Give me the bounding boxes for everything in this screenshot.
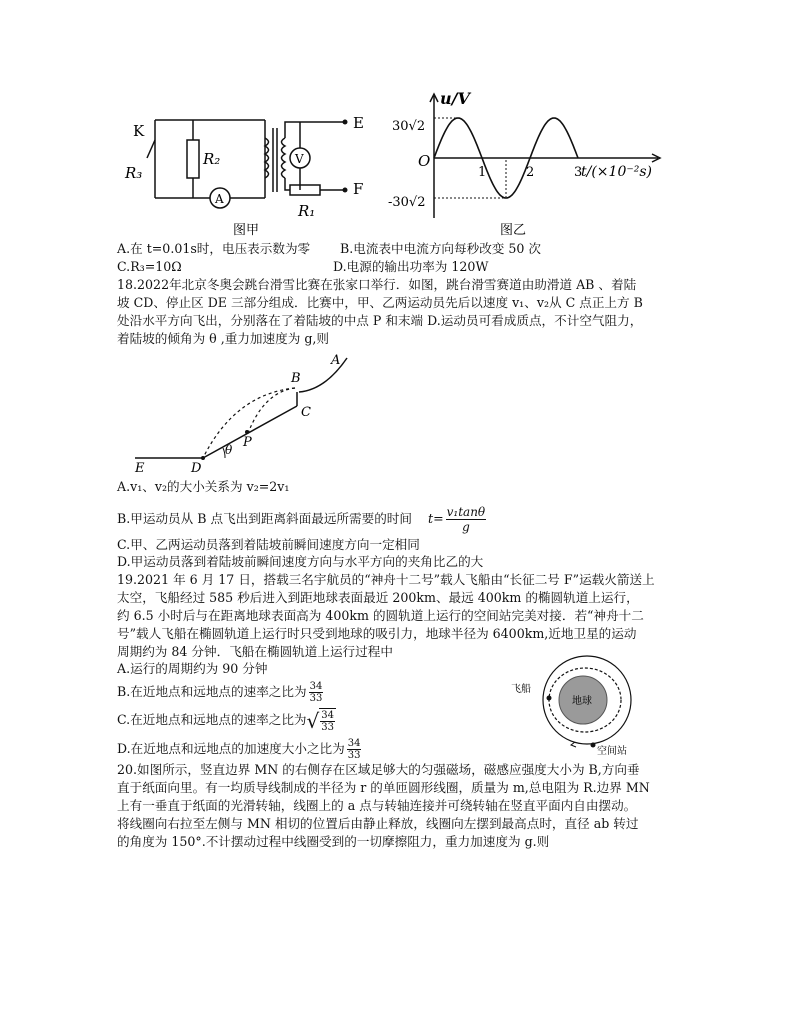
q18-option-b-t: t= — [428, 511, 444, 526]
ski-jump-figure — [125, 352, 365, 474]
label-ammeter: A — [215, 192, 224, 206]
dash-trough — [434, 158, 506, 198]
x-tick-2: 2 — [526, 165, 535, 180]
q19-option-d-fraction — [347, 738, 362, 761]
origin-label: O — [418, 152, 431, 170]
label-e: E — [135, 461, 145, 474]
fraction-denominator: 33 — [347, 750, 361, 761]
caption-yi: 图乙 — [500, 223, 527, 238]
q19-option-c — [117, 708, 336, 733]
q19-option-d-text: D.在近地点和远地点的加速度大小之比为 — [117, 741, 345, 756]
q20-stem-line-5: 的角度为 150°.不计摆动过程中线圈受到的一切摩擦阻力，重力加速度为 g.则 — [117, 834, 550, 849]
label-r1: R₁ — [298, 202, 316, 220]
label-a: A — [331, 353, 341, 368]
fraction-denominator: 33 — [321, 722, 334, 733]
trajectory-p — [247, 388, 295, 436]
q17-option-c: C.R₃=10Ω — [117, 259, 182, 274]
q17-option-d: D.电源的输出功率为 120W — [333, 259, 489, 274]
q19-option-b — [117, 681, 325, 704]
label-ship: 飞船 — [511, 684, 531, 695]
q20-stem-line-3: 上有一垂直于纸面的光滑转轴，线圈上的 a 点与转轴连接并可绕转轴在竖直平面内自由摆动。 — [117, 798, 637, 813]
y-axis-label: u/V — [440, 89, 470, 108]
q19-option-c-sqrt: √ $\frac{34}{33}$ — [306, 708, 334, 733]
x-tick-3: 3 — [574, 165, 583, 180]
fraction-numerator: 34 — [321, 710, 334, 721]
label-k: K — [133, 122, 145, 140]
caption-jia: 图甲 — [233, 223, 260, 238]
ship-icon — [547, 696, 552, 701]
orbit-figure — [505, 652, 655, 756]
fraction-numerator: 34 — [309, 681, 323, 692]
x-tick-1: 1 — [478, 165, 487, 180]
q18-stem-line-4: 着陆坡的倾角为 θ ,重力加速度为 g,则 — [117, 331, 329, 346]
label-e: E — [353, 114, 364, 132]
label-station: 空间站 — [597, 746, 627, 756]
q19-option-b-text: B.在近地点和远地点的速率之比为 — [117, 684, 307, 699]
label-d: D — [191, 461, 202, 474]
q18-stem-line-3: 处沿水平方向飞出，分别落在了着陆坡的中点 P 和末端 D.运动员可看成质点，不计空气阻力， — [117, 313, 643, 328]
q18-option-b — [117, 505, 488, 534]
q19-option-b-fraction — [309, 681, 324, 704]
q18-stem-line-2: 坡 CD、停止区 DE 三部分组成．比赛中，甲、乙两运动员先后以速度 v₁、v₂从 C 点正上方 B — [117, 295, 643, 310]
q19-option-c-fraction — [320, 710, 335, 733]
q19-option-d — [117, 738, 363, 761]
q18-option-d: D.甲运动员落到着陆坡前瞬间速度方向与水平方向的夹角比乙的大 — [117, 554, 484, 569]
q20-stem-line-4: 将线圈向右拉至左侧与 MN 相切的位置后由静止释放，线圈向左摆到最高点时，直径 ab 转过 — [117, 816, 639, 831]
label-f: F — [353, 180, 364, 198]
y-tick-neg: -30√2 — [388, 195, 426, 210]
x-axis-label: t/(×10⁻²s) — [581, 164, 652, 180]
q18-option-c: C.甲、乙两运动员落到着陆坡前瞬间速度方向一定相同 — [117, 537, 420, 552]
label-r2: R₂ — [203, 150, 221, 168]
q19-stem-line-5: 周期约为 84 分钟．飞船在椭圆轨道上运行过程中 — [117, 644, 393, 659]
label-b: B — [291, 371, 301, 386]
q18-option-b-fraction — [446, 505, 487, 534]
landing-slope-cd — [203, 406, 297, 458]
label-earth: 地球 — [572, 696, 592, 707]
q18-option-a: A.v₁、v₂的大小关系为 v₂=2v₁ — [117, 479, 290, 494]
q19-stem-line-3: 约 6.5 小时后与在距离地球表面高为 400km 的圆轨道上运行的空间站完美对接．若“神舟十二 — [117, 608, 644, 623]
station-icon — [591, 743, 596, 748]
y-tick-pos: 30√2 — [392, 119, 426, 134]
q17-option-a: A.在 t=0.01s时，电压表示数为零 — [117, 241, 311, 256]
q17-option-b: B.电流表中电流方向每秒改变 50 次 — [340, 241, 542, 256]
q19-option-c-text: C.在近地点和远地点的速率之比为 — [117, 712, 307, 727]
fraction-denominator: 33 — [309, 693, 323, 704]
q19-stem-line-2: 太空，飞船经过 585 秒后进入到距地球表面最近 200km、最远 400km 的椭圆轨道上运行， — [117, 590, 639, 605]
fraction-numerator: 34 — [347, 738, 361, 749]
q19-stem-line-1: 19.2021 年 6 月 17 日，搭载三名宇航员的“神舟十二号”载人飞船由“长征二号 F”运载火箭送上 — [117, 572, 655, 587]
q19-option-a: A.运行的周期约为 90 分钟 — [117, 661, 268, 676]
label-theta: θ — [225, 443, 233, 457]
q20-stem-line-2: 直于纸面向里。有一均质导线制成的半径为 r 的单匝圆形线圈，质量为 m,总电阻为 R.边界 MN — [117, 780, 650, 795]
label-r3: R₃ — [125, 164, 143, 182]
label-c: C — [301, 405, 311, 420]
sine-chart-yi — [388, 88, 680, 238]
fraction-numerator: v₁tanθ — [446, 505, 486, 519]
label-p: P — [243, 435, 252, 450]
q18-option-b-text: B.甲运动员从 B 点飞出到距离斜面最远所需要的时间 — [117, 511, 412, 526]
q19-stem-line-4: 号”载人飞船在椭圆轨道上运行时只受到地球的吸引力，地球半径为 6400km,近地卫星的运动 — [117, 626, 637, 641]
fraction-denominator: g — [462, 520, 470, 534]
circuit-figure-jia — [115, 88, 385, 238]
q18-stem-line-1: 18.2022年北京冬奥会跳台滑雪比赛在张家口举行．如图，跳台滑雪赛道由助滑道 AB 、着陆 — [117, 277, 637, 292]
label-voltmeter: V — [295, 152, 304, 166]
q20-stem-line-1: 20.如图所示，竖直边界 MN 的右侧存在区域足够大的匀强磁场，磁感应强度大小为 B,方向垂 — [117, 762, 640, 777]
